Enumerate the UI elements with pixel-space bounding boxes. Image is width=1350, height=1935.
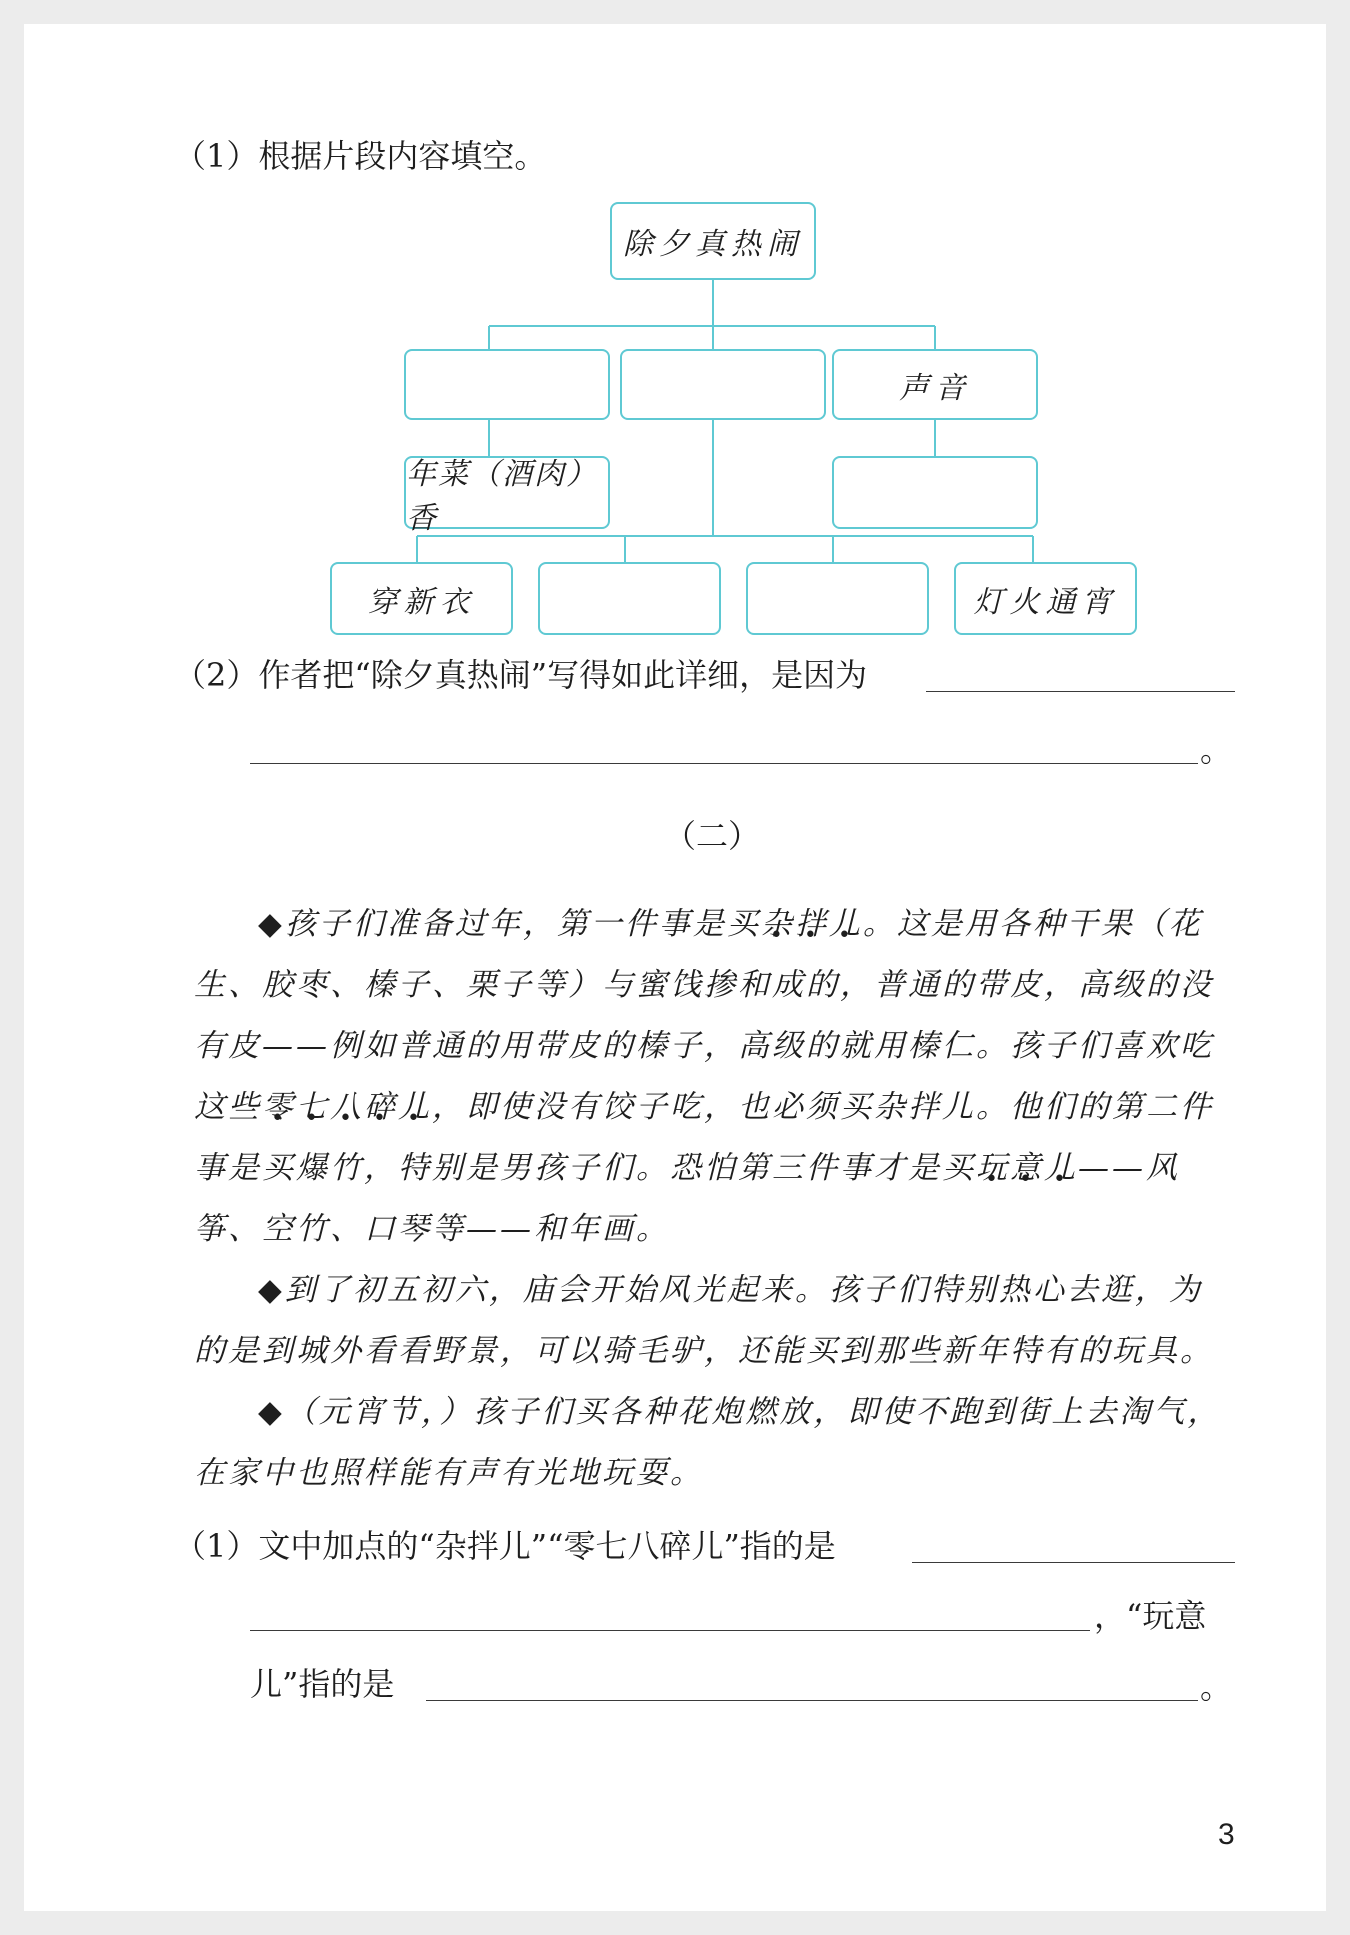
dotted-char: 零 <box>262 1089 296 1125</box>
dotted-char: 意 <box>1010 1150 1044 1186</box>
passage-paragraph-2 <box>194 1260 1234 1382</box>
passage-text: 。这是用各种干果（花生、胶枣、榛子、栗子等）与蜜饯掺和成的，普通的带皮，高级的没有皮——例如普通的用带皮的榛子，高级的就用榛仁。孩子们喜欢吃这些 <box>194 906 1214 1125</box>
dotted-term <box>262 1089 432 1125</box>
passage-text: ◆孩子们准备过年，第一件事是买 <box>258 906 761 942</box>
dotted-char: 杂 <box>760 906 795 942</box>
diagram-root-box: 除夕真热闹 <box>610 202 816 280</box>
workbook-page <box>24 24 1326 1911</box>
diagram-blank-5[interactable] <box>746 562 929 635</box>
period-mark: 。 <box>1200 1668 1233 1706</box>
dotted-char: 碎 <box>364 1089 398 1125</box>
question-3-prompt: （1）文中加点的“杂拌儿”“零七八碎儿”指的是 <box>174 1527 836 1565</box>
passage-paragraph-3 <box>194 1382 1234 1504</box>
answer-line[interactable] <box>926 691 1235 692</box>
answer-line[interactable] <box>250 1630 1090 1631</box>
dotted-char: 八 <box>330 1089 364 1125</box>
page-number: 3 <box>1218 1818 1235 1851</box>
diagram-box-new-clothes: 穿新衣 <box>330 562 513 635</box>
passage-paragraph-1 <box>194 894 1234 1260</box>
question-2-prompt: （2）作者把“除夕真热闹”写得如此详细，是因为 <box>174 656 868 694</box>
answer-line[interactable] <box>426 1700 1198 1701</box>
diagram-blank-4[interactable] <box>538 562 721 635</box>
question-3-continuation: 儿”指的是 <box>250 1665 395 1703</box>
passage-text: ，即使没有饺子吃，也必须买杂拌儿。他们的第二件事是买爆竹，特别是男孩子们。恐怕第三件事才是买 <box>194 1089 1214 1186</box>
diagram-box-lights: 灯火通宵 <box>954 562 1137 635</box>
diagram-blank-1[interactable] <box>404 349 610 420</box>
question-3-continuation: ，“玩意 <box>1094 1597 1207 1635</box>
dotted-char: 儿 <box>828 906 863 942</box>
question-1-prompt: （1）根据片段内容填空。 <box>174 137 547 175</box>
passage-text: ◆（元宵节，）孩子们买各种花炮燃放，即使不跑到街上去淘气，在家中也照样能有声有光地玩耍。 <box>194 1394 1222 1491</box>
answer-line[interactable] <box>912 1562 1235 1563</box>
dotted-term <box>976 1150 1078 1186</box>
diagram-blank-3[interactable] <box>832 456 1038 529</box>
diagram-box-new-year-food: 年菜（酒肉）香 <box>404 456 610 529</box>
passage-text: ◆到了初五初六，庙会开始风光起来。孩子们特别热心去逛，为的是到城外看看野景，可以骑毛驴，还能买到那些新年特有的玩具。 <box>194 1272 1214 1369</box>
dotted-char: 七 <box>296 1089 330 1125</box>
section-title: （二） <box>664 817 761 855</box>
dotted-term <box>761 906 863 942</box>
dotted-char: 拌 <box>794 906 829 942</box>
diagram-box-sound: 声音 <box>832 349 1038 420</box>
period-mark: 。 <box>1200 731 1233 769</box>
dotted-char: 玩 <box>976 1150 1010 1186</box>
passage-text: ——风筝、空竹、口琴等——和年画。 <box>194 1150 1180 1247</box>
diagram-blank-2[interactable] <box>620 349 826 420</box>
dotted-char: 儿 <box>1044 1150 1078 1186</box>
answer-line[interactable] <box>250 763 1198 764</box>
dotted-char: 儿 <box>398 1089 432 1125</box>
